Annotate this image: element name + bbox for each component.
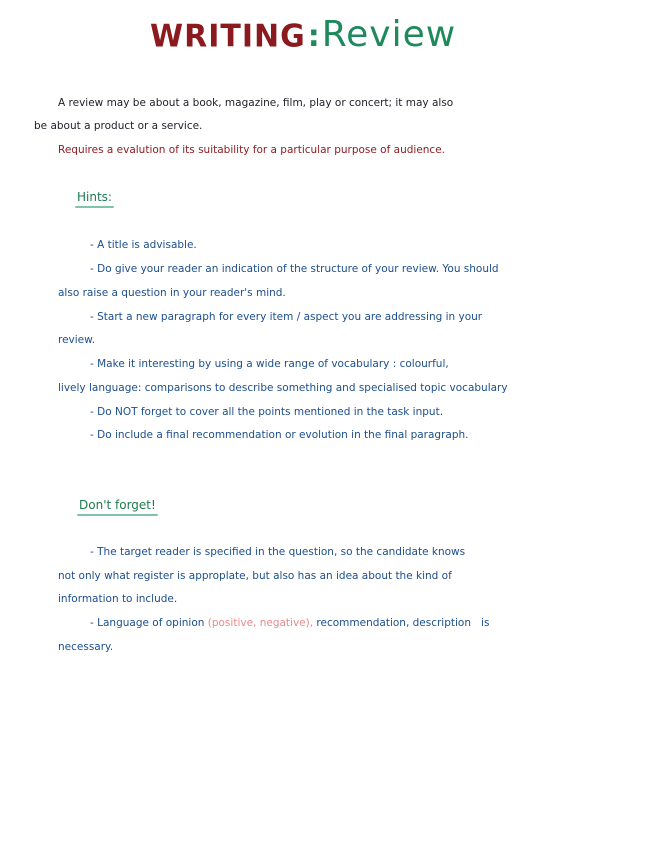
- hints-heading: [77, 189, 112, 205]
- dont-forget-line-4: [90, 616, 489, 630]
- opinion-language-end: recommendation, description: [316, 617, 472, 629]
- hint-line-7: lively language: comparisons to describe something and specialised topic vocabulary: [58, 382, 508, 394]
- dont-forget-line-5: necessary.: [58, 641, 114, 653]
- dont-forget-heading: [79, 497, 156, 513]
- hint-line-3: also raise a question in your reader's mind.: [58, 287, 286, 299]
- opinion-language-highlight: (positive, negative),: [207, 617, 314, 629]
- hint-line-4: - Start a new paragraph for every item / aspect you are addressing in your: [90, 311, 483, 323]
- title-separator: :: [307, 19, 320, 54]
- hints-heading-text: Hints:: [77, 190, 112, 204]
- dont-forget-line-1: - The target reader is specified in the question, so the candidate knows: [90, 546, 466, 558]
- dont-forget-heading-text: Don't forget!: [79, 498, 156, 512]
- opinion-language-text: - Language of opinion: [90, 617, 205, 629]
- intro-line-1: A review may be about a book, magazine, film, play or concert; it may also: [58, 97, 454, 109]
- title-writing: WRITING: [150, 18, 306, 55]
- page-title: [150, 14, 456, 55]
- intro-line-3: Requires a evalution of its suitability for a particular purpose of audience.: [58, 144, 445, 156]
- hints-heading-underline: [75, 206, 114, 208]
- dont-forget-line-3: information to include.: [58, 593, 178, 605]
- title-review: Review: [321, 14, 457, 55]
- hint-line-8: - Do NOT forget to cover all the points mentioned in the task input.: [90, 406, 444, 418]
- hint-line-6: - Make it interesting by using a wide range of vocabulary : colourful,: [90, 358, 449, 370]
- opinion-language-tail: is: [481, 617, 490, 629]
- intro-line-2: be about a product or a service.: [34, 120, 203, 132]
- dont-forget-heading-underline: [77, 514, 158, 516]
- hint-line-2: - Do give your reader an indication of the structure of your review. You should: [90, 263, 499, 275]
- hint-line-5: review.: [58, 334, 96, 346]
- dont-forget-line-2: not only what register is approplate, but also has an idea about the kind of: [58, 570, 452, 582]
- hint-line-9: - Do include a final recommendation or evolution in the final paragraph.: [90, 429, 469, 441]
- hint-line-1: - A title is advisable.: [90, 239, 197, 251]
